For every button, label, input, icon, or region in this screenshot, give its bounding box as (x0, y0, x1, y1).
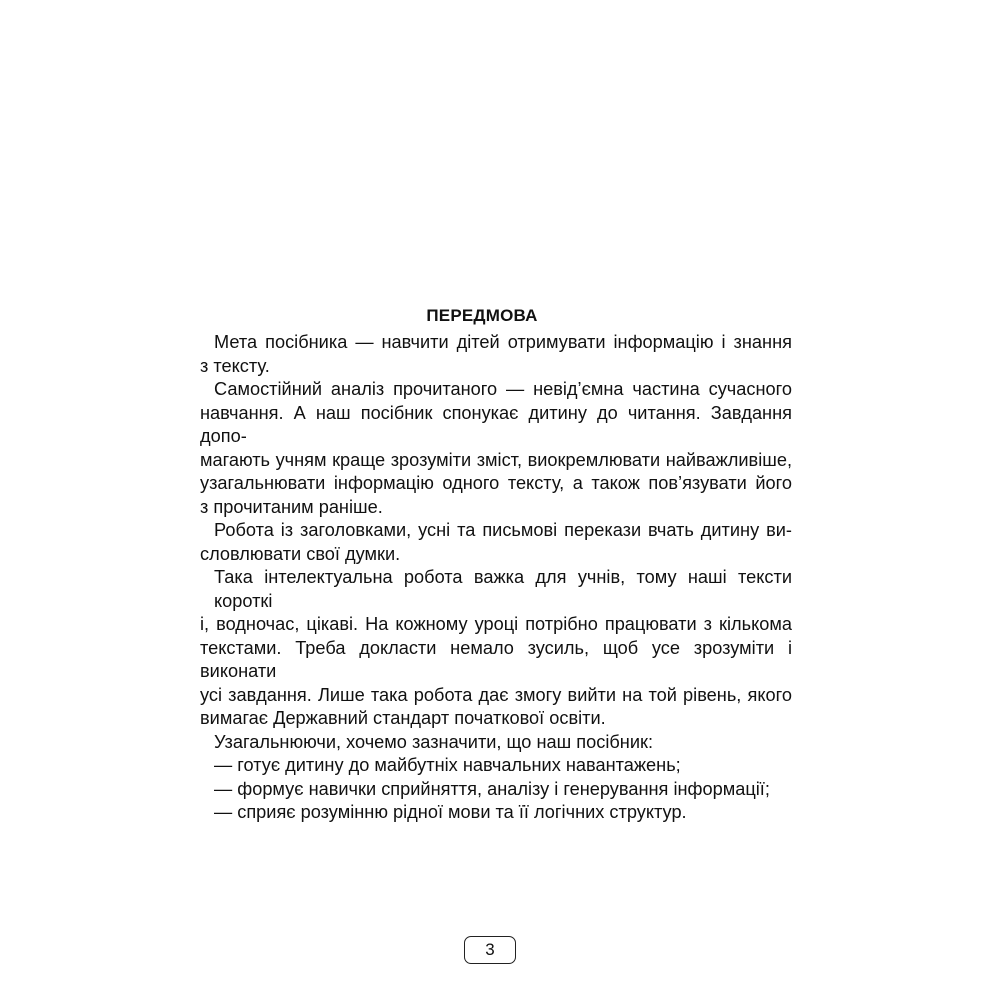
text-line: Узагальнюючи, хочемо зазначити, що наш посібник: (214, 731, 653, 752)
text-line: магають учням краще зрозуміти зміст, виокремлювати найважливіше, (200, 449, 792, 470)
text-line: з прочитаним раніше. (200, 496, 383, 517)
text-line: Робота із заголовками, усні та письмові перекази вчать дитину ви- (214, 520, 792, 540)
preface-body (200, 331, 792, 825)
list-item: — сприяє розумінню рідної мови та її логічних структур. (214, 802, 687, 822)
text-line: і, водночас, цікаві. На кожному уроці потрібно працювати з кількома (200, 614, 792, 634)
text-line: узагальнювати інформацію одного тексту, а також пов’язувати його (200, 473, 792, 493)
text-line: з тексту. (200, 355, 270, 376)
text-line: Самостійний аналіз прочитаного — невід’ємна частина сучасного (214, 379, 792, 399)
list-item: — готує дитину до майбутніх навчальних навантажень; (214, 755, 681, 775)
text-line: навчання. А наш посібник спонукає дитину до читання. Завдання допо- (200, 402, 792, 446)
text-line: словлювати свої думки. (200, 543, 401, 564)
text-line: Така інтелектуальна робота важка для учнів, тому наші тексти короткі (214, 567, 792, 611)
text-line: Мета посібника — навчити дітей отримувати інформацію і знання (214, 332, 792, 352)
text-line: вимагає Державний стандарт початкової освіти. (200, 708, 606, 728)
list-item: — формує навички сприйняття, аналізу і генерування інформації; (214, 778, 770, 799)
text-line: усі завдання. Лише така робота дає змогу вийти на той рівень, якого (200, 684, 792, 705)
page-number: 3 (464, 936, 516, 964)
text-line: текстами. Треба докласти немало зусиль, щоб усе зрозуміти і виконати (200, 637, 792, 681)
section-heading: ПЕРЕДМОВА (426, 306, 538, 325)
